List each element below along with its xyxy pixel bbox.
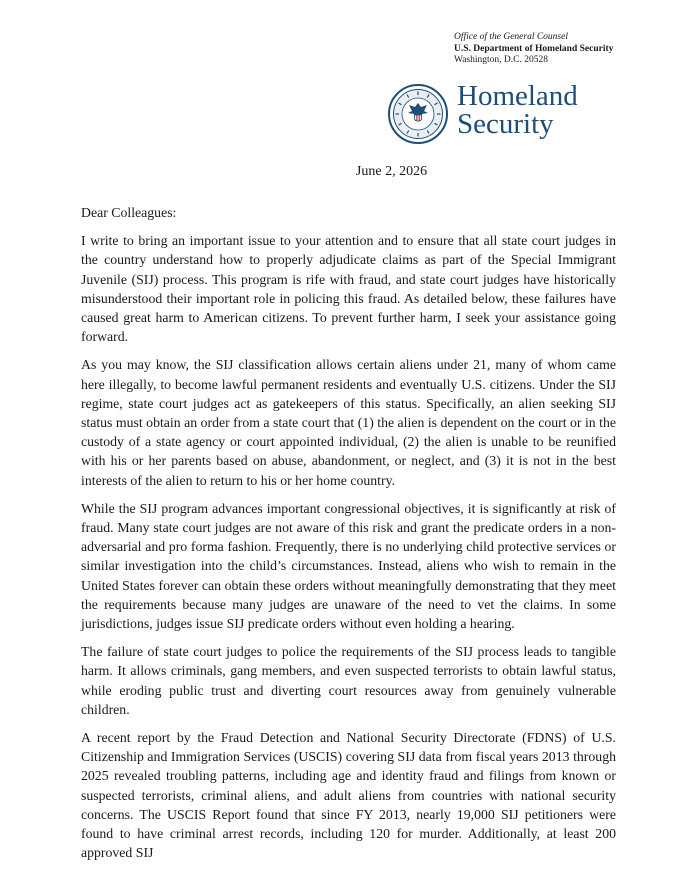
paragraph-5: A recent report by the Fraud Detection and National Security Directorate (FDNS) of U.S. Citizenship and Immigration Services (USCIS) covering SIJ data from fiscal years 2013 through 2025 revealed troubling patterns, including age and identity fraud and filings from known or suspected terrorists, criminal aliens, and adult aliens from countries with national security concerns. The USCIS Report found that since FY 2013, nearly 19,000 SIJ petitioners were found to have criminal arrest records, including 120 for murder. Additionally, at least 200 approved SIJ — [81, 730, 616, 861]
salutation: Dear Colleagues: — [81, 205, 177, 220]
letterhead-address: Washington, D.C. 20528 — [454, 55, 548, 65]
homeland-security-wordmark — [457, 82, 578, 138]
paragraph-4: The failure of state court judges to police the requirements of the SIJ process leads to tangible harm. It allows criminals, gang members, and even suspected terrorists to obtain lawful status, while eroding public trust and diverting court resources away from genuinely vulnerable children. — [81, 644, 616, 717]
paragraph-2: As you may know, the SIJ classification allows certain aliens under 21, many of whom came here illegally, to become lawful permanent residents and eventually U.S. citizens. Under the SIJ regime, state court judges act as gatekeepers of this status. Specifically, an alien seeking SIJ status must obtain an order from a state court that (1) the alien is dependent on the court or in the custody of a state agency or court appointed individual, (2) the alien is unable to be reunified with his or her parents based on abuse, abandonment, or neglect, and (3) it is not in the best interests of the alien to return to his or her home country. — [81, 357, 616, 488]
letterhead — [454, 32, 613, 67]
wordmark-line-2: Security — [457, 108, 554, 140]
letterhead-office: Office of the General Counsel — [454, 32, 568, 42]
dhs-seal-icon — [388, 84, 448, 144]
letter-body — [81, 203, 616, 872]
wordmark-line-1: Homeland — [457, 80, 578, 112]
letter-date: June 2, 2026 — [355, 164, 428, 179]
paragraph-3: While the SIJ program advances important congressional objectives, it is significantly at risk of fraud. Many state court judges are not aware of this risk and grant the predicate orders in a non-adversarial and pro forma fashion. Frequently, there is no underlying child protective services or similar investigation into the child’s circumstances. Instead, aliens who wish to remain in the United States forever can obtain these orders without meaningfully demonstrating that they meet the requirements because many judges are unaware of the need to vet the claims. In some jurisdictions, judges issue SIJ predicate orders without even holding a hearing. — [81, 500, 616, 632]
letterhead-department: U.S. Department of Homeland Security — [454, 43, 614, 54]
paragraph-1: I write to bring an important issue to your attention and to ensure that all state court judges in the country understand how to properly adjudicate claims as part of the Special Immigrant Juvenile (SIJ) process. This program is rife with fraud, and state court judges have historically misunderstood their important role in policing this fraud. As detailed below, these failures have caused great harm to American citizens. To prevent further harm, I seek your assistance going forward. — [81, 233, 616, 345]
